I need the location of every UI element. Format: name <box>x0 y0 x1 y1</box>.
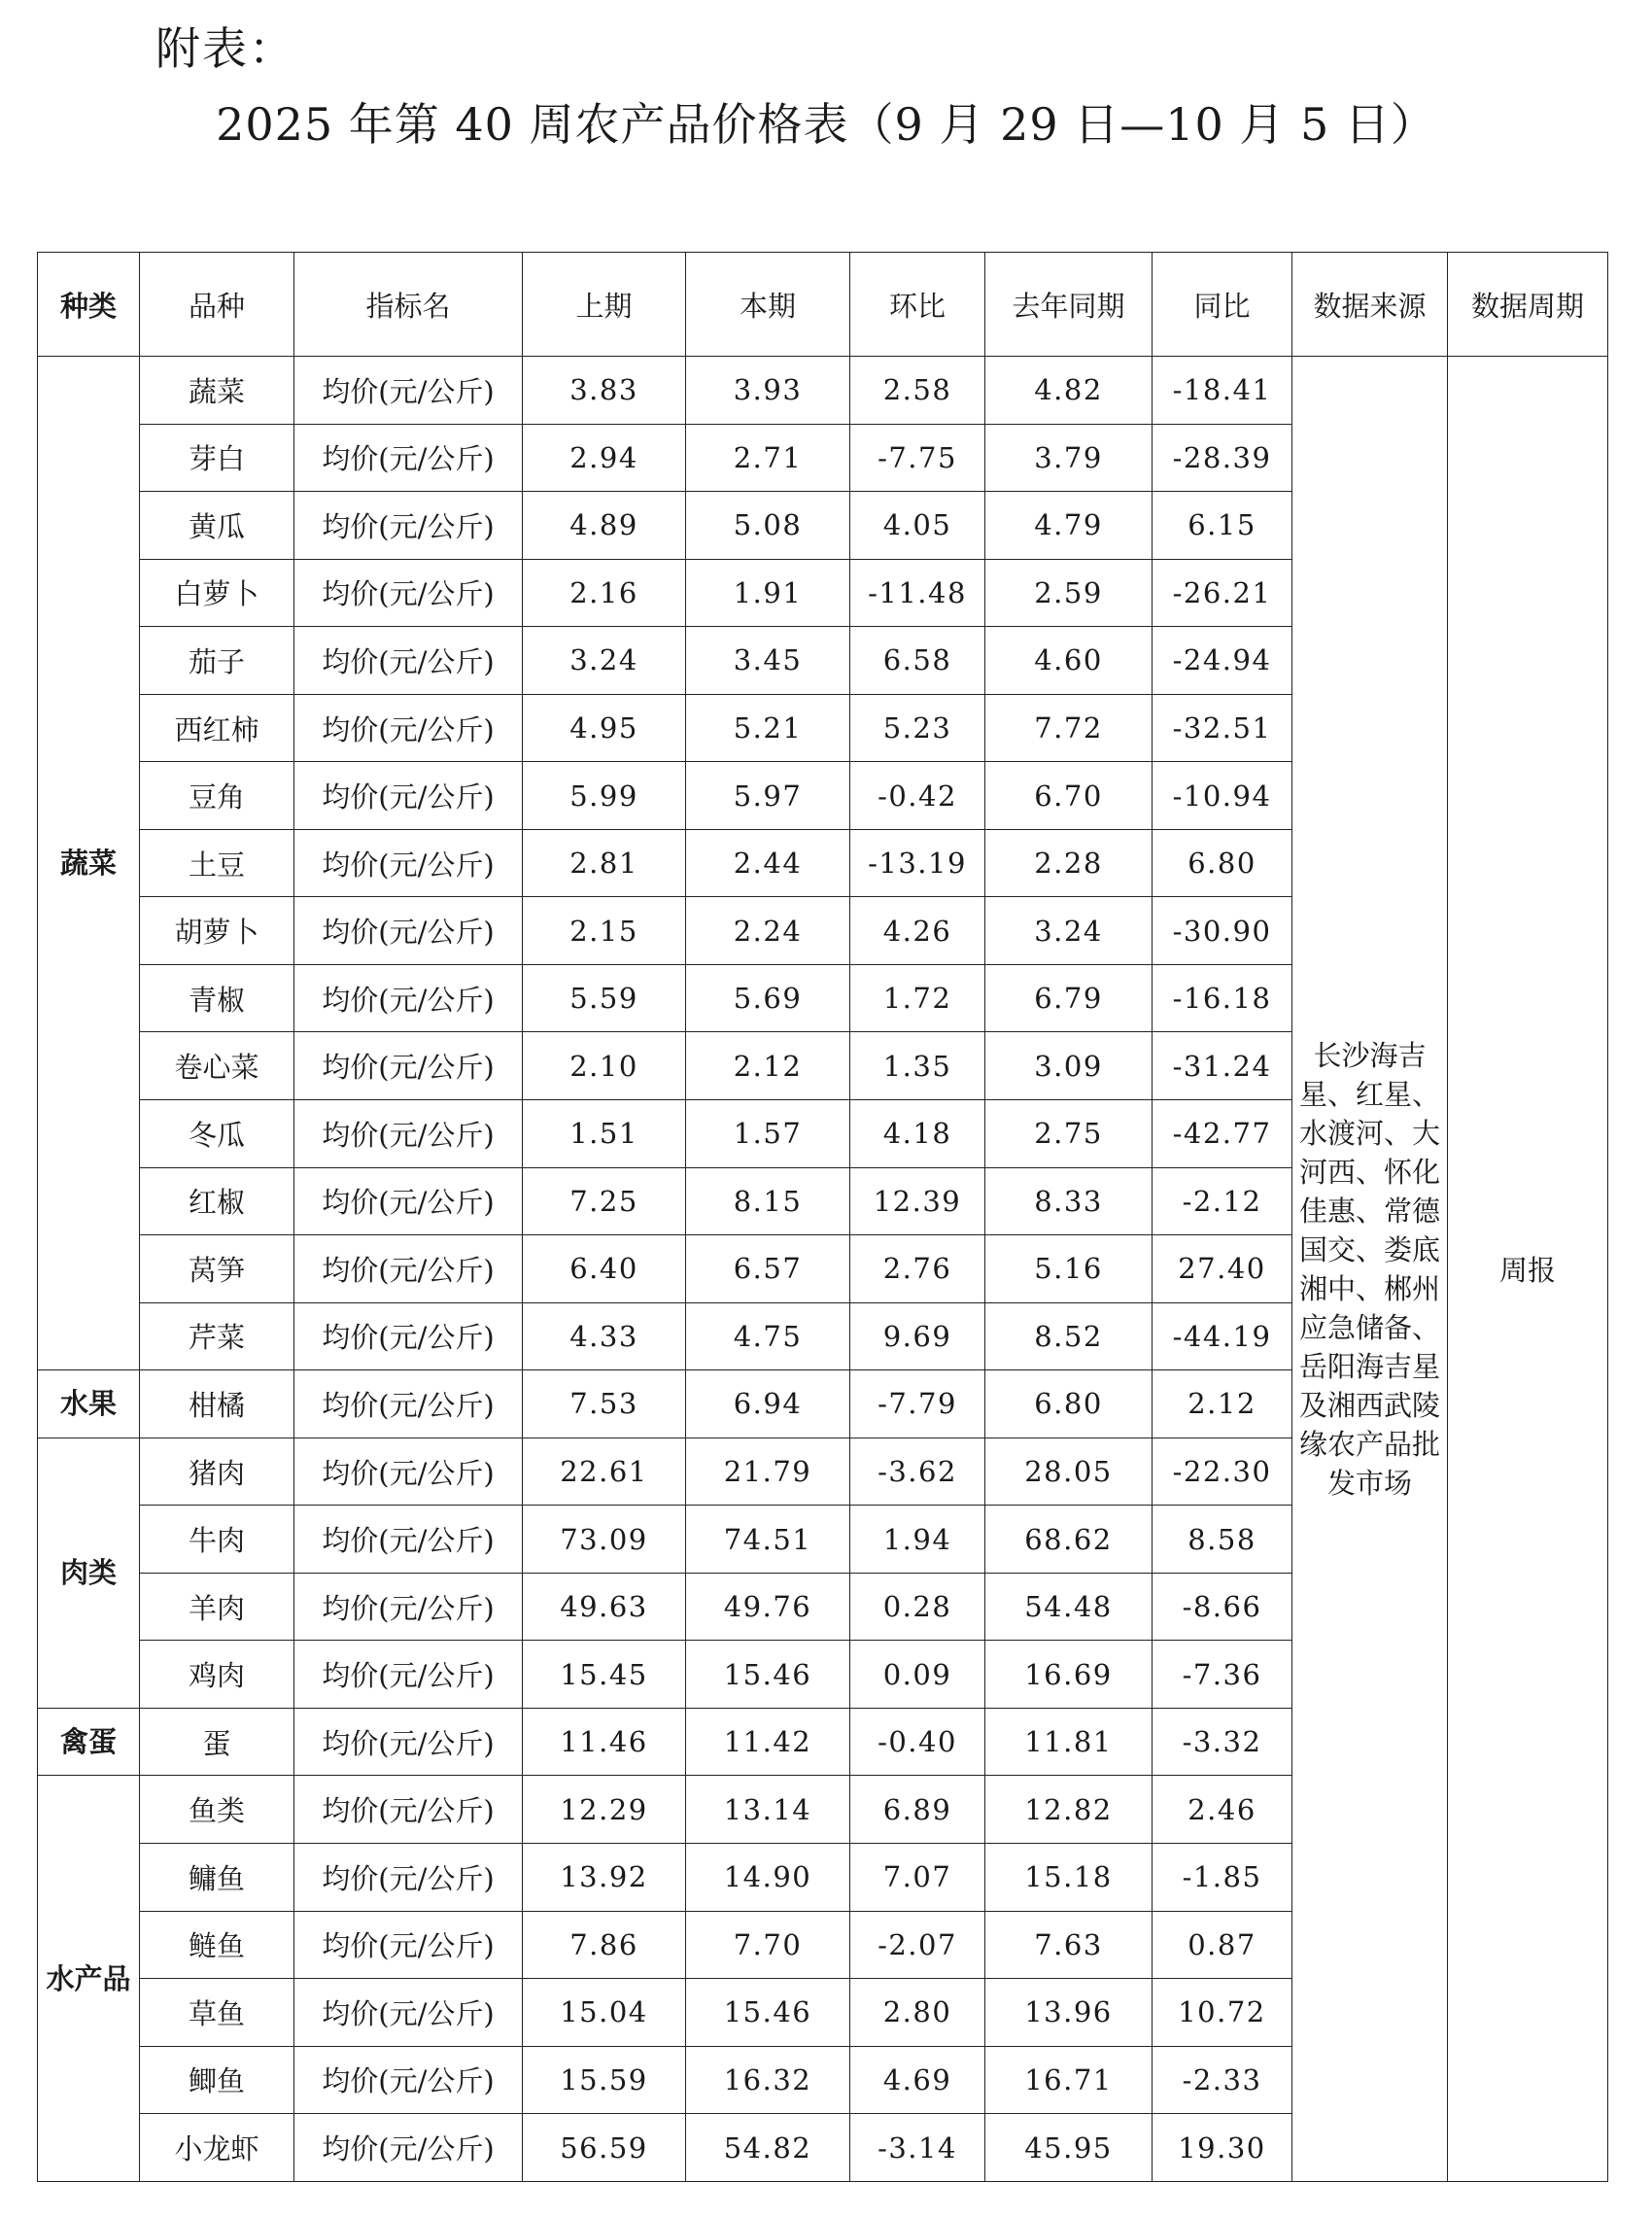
variety-cell: 西红柿 <box>140 694 294 762</box>
variety-cell: 草鱼 <box>140 1979 294 2047</box>
last-year-price-cell: 6.80 <box>985 1370 1153 1438</box>
month-on-month-cell: 0.28 <box>850 1573 985 1641</box>
indicator-cell: 均价(元/公斤) <box>294 1370 523 1438</box>
month-on-month-cell: -7.79 <box>850 1370 985 1438</box>
page-title: 2025 年第 40 周农产品价格表（9 月 29 日—10 月 5 日） <box>216 98 1436 151</box>
previous-price-cell: 1.51 <box>523 1100 686 1168</box>
variety-cell: 莴笋 <box>140 1235 294 1303</box>
current-price-cell: 14.90 <box>686 1844 850 1912</box>
year-on-year-cell: -30.90 <box>1153 897 1292 965</box>
year-on-year-cell: 8.58 <box>1153 1506 1292 1574</box>
month-on-month-cell: 4.26 <box>850 897 985 965</box>
year-on-year-cell: 6.80 <box>1153 829 1292 897</box>
last-year-price-cell: 28.05 <box>985 1438 1153 1506</box>
indicator-cell: 均价(元/公斤) <box>294 1641 523 1709</box>
indicator-cell: 均价(元/公斤) <box>294 1573 523 1641</box>
variety-cell: 青椒 <box>140 964 294 1032</box>
previous-price-cell: 2.10 <box>523 1032 686 1100</box>
previous-price-cell: 4.95 <box>523 694 686 762</box>
current-price-cell: 8.15 <box>686 1167 850 1235</box>
month-on-month-cell: 9.69 <box>850 1302 985 1370</box>
current-price-cell: 21.79 <box>686 1438 850 1506</box>
header-indicator: 指标名 <box>294 253 523 357</box>
variety-cell: 鱼类 <box>140 1776 294 1844</box>
category-cell: 水产品 <box>38 1776 140 2182</box>
indicator-cell: 均价(元/公斤) <box>294 1302 523 1370</box>
indicator-cell: 均价(元/公斤) <box>294 1100 523 1168</box>
variety-cell: 蛋 <box>140 1708 294 1776</box>
variety-cell: 蔬菜 <box>140 357 294 425</box>
year-on-year-cell: -1.85 <box>1153 1844 1292 1912</box>
year-on-year-cell: -26.21 <box>1153 559 1292 627</box>
year-on-year-cell: -22.30 <box>1153 1438 1292 1506</box>
month-on-month-cell: 5.23 <box>850 694 985 762</box>
last-year-price-cell: 16.69 <box>985 1641 1153 1709</box>
last-year-price-cell: 4.79 <box>985 492 1153 560</box>
last-year-price-cell: 2.59 <box>985 559 1153 627</box>
month-on-month-cell: 4.69 <box>850 2046 985 2114</box>
year-on-year-cell: 2.12 <box>1153 1370 1292 1438</box>
current-price-cell: 2.12 <box>686 1032 850 1100</box>
previous-price-cell: 15.45 <box>523 1641 686 1709</box>
indicator-cell: 均价(元/公斤) <box>294 829 523 897</box>
month-on-month-cell: 0.09 <box>850 1641 985 1709</box>
previous-price-cell: 6.40 <box>523 1235 686 1303</box>
table-row <box>38 357 1608 425</box>
last-year-price-cell: 4.60 <box>985 627 1153 695</box>
indicator-cell: 均价(元/公斤) <box>294 1235 523 1303</box>
price-table <box>37 252 1608 2182</box>
indicator-cell: 均价(元/公斤) <box>294 1979 523 2047</box>
previous-price-cell: 2.94 <box>523 424 686 492</box>
variety-cell: 豆角 <box>140 762 294 830</box>
month-on-month-cell: 7.07 <box>850 1844 985 1912</box>
category-cell: 禽蛋 <box>38 1708 140 1776</box>
variety-cell: 茄子 <box>140 627 294 695</box>
current-price-cell: 5.21 <box>686 694 850 762</box>
year-on-year-cell: -31.24 <box>1153 1032 1292 1100</box>
variety-cell: 羊肉 <box>140 1573 294 1641</box>
year-on-year-cell: -2.33 <box>1153 2046 1292 2114</box>
indicator-cell: 均价(元/公斤) <box>294 424 523 492</box>
last-year-price-cell: 7.72 <box>985 694 1153 762</box>
previous-price-cell: 3.24 <box>523 627 686 695</box>
current-price-cell: 15.46 <box>686 1641 850 1709</box>
last-year-price-cell: 11.81 <box>985 1708 1153 1776</box>
last-year-price-cell: 5.16 <box>985 1235 1153 1303</box>
year-on-year-cell: 19.30 <box>1153 2114 1292 2182</box>
month-on-month-cell: 1.94 <box>850 1506 985 1574</box>
year-on-year-cell: -3.32 <box>1153 1708 1292 1776</box>
variety-cell: 猪肉 <box>140 1438 294 1506</box>
header-month-on-month: 环比 <box>850 253 985 357</box>
indicator-cell: 均价(元/公斤) <box>294 762 523 830</box>
variety-cell: 冬瓜 <box>140 1100 294 1168</box>
previous-price-cell: 4.33 <box>523 1302 686 1370</box>
last-year-price-cell: 7.63 <box>985 1911 1153 1979</box>
indicator-cell: 均价(元/公斤) <box>294 1708 523 1776</box>
current-price-cell: 7.70 <box>686 1911 850 1979</box>
month-on-month-cell: 12.39 <box>850 1167 985 1235</box>
year-on-year-cell: 10.72 <box>1153 1979 1292 2047</box>
previous-price-cell: 22.61 <box>523 1438 686 1506</box>
header-data-source: 数据来源 <box>1292 253 1448 357</box>
previous-price-cell: 13.92 <box>523 1844 686 1912</box>
variety-cell: 红椒 <box>140 1167 294 1235</box>
year-on-year-cell: 0.87 <box>1153 1911 1292 1979</box>
current-price-cell: 13.14 <box>686 1776 850 1844</box>
year-on-year-cell: -10.94 <box>1153 762 1292 830</box>
previous-price-cell: 15.04 <box>523 1979 686 2047</box>
header-year-on-year: 同比 <box>1153 253 1292 357</box>
year-on-year-cell: -16.18 <box>1153 964 1292 1032</box>
current-price-cell: 5.08 <box>686 492 850 560</box>
month-on-month-cell: -0.42 <box>850 762 985 830</box>
variety-cell: 卷心菜 <box>140 1032 294 1100</box>
month-on-month-cell: -3.14 <box>850 2114 985 2182</box>
current-price-cell: 2.71 <box>686 424 850 492</box>
month-on-month-cell: -2.07 <box>850 1911 985 1979</box>
variety-cell: 芽白 <box>140 424 294 492</box>
previous-price-cell: 2.81 <box>523 829 686 897</box>
category-cell: 肉类 <box>38 1438 140 1708</box>
last-year-price-cell: 6.79 <box>985 964 1153 1032</box>
previous-price-cell: 49.63 <box>523 1573 686 1641</box>
previous-price-cell: 5.59 <box>523 964 686 1032</box>
current-price-cell: 6.57 <box>686 1235 850 1303</box>
last-year-price-cell: 13.96 <box>985 1979 1153 2047</box>
month-on-month-cell: 2.80 <box>850 1979 985 2047</box>
indicator-cell: 均价(元/公斤) <box>294 694 523 762</box>
variety-cell: 鲫鱼 <box>140 2046 294 2114</box>
header-previous-period: 上期 <box>523 253 686 357</box>
current-price-cell: 49.76 <box>686 1573 850 1641</box>
last-year-price-cell: 3.09 <box>985 1032 1153 1100</box>
last-year-price-cell: 3.79 <box>985 424 1153 492</box>
year-on-year-cell: -24.94 <box>1153 627 1292 695</box>
month-on-month-cell: 1.72 <box>850 964 985 1032</box>
month-on-month-cell: 4.05 <box>850 492 985 560</box>
indicator-cell: 均价(元/公斤) <box>294 2114 523 2182</box>
category-cell: 蔬菜 <box>38 357 140 1370</box>
year-on-year-cell: -8.66 <box>1153 1573 1292 1641</box>
previous-price-cell: 4.89 <box>523 492 686 560</box>
current-price-cell: 4.75 <box>686 1302 850 1370</box>
indicator-cell: 均价(元/公斤) <box>294 1911 523 1979</box>
last-year-price-cell: 68.62 <box>985 1506 1153 1574</box>
last-year-price-cell: 45.95 <box>985 2114 1153 2182</box>
variety-cell: 鳙鱼 <box>140 1844 294 1912</box>
last-year-price-cell: 12.82 <box>985 1776 1153 1844</box>
indicator-cell: 均价(元/公斤) <box>294 2046 523 2114</box>
indicator-cell: 均价(元/公斤) <box>294 492 523 560</box>
previous-price-cell: 56.59 <box>523 2114 686 2182</box>
indicator-cell: 均价(元/公斤) <box>294 1844 523 1912</box>
variety-cell: 白萝卜 <box>140 559 294 627</box>
variety-cell: 小龙虾 <box>140 2114 294 2182</box>
variety-cell: 胡萝卜 <box>140 897 294 965</box>
last-year-price-cell: 8.52 <box>985 1302 1153 1370</box>
current-price-cell: 2.44 <box>686 829 850 897</box>
year-on-year-cell: -32.51 <box>1153 694 1292 762</box>
year-on-year-cell: 6.15 <box>1153 492 1292 560</box>
indicator-cell: 均价(元/公斤) <box>294 1776 523 1844</box>
current-price-cell: 3.45 <box>686 627 850 695</box>
current-price-cell: 74.51 <box>686 1506 850 1574</box>
previous-price-cell: 5.99 <box>523 762 686 830</box>
appendix-label: 附表： <box>155 22 295 75</box>
current-price-cell: 15.46 <box>686 1979 850 2047</box>
last-year-price-cell: 2.75 <box>985 1100 1153 1168</box>
indicator-cell: 均价(元/公斤) <box>294 1167 523 1235</box>
year-on-year-cell: 2.46 <box>1153 1776 1292 1844</box>
previous-price-cell: 2.16 <box>523 559 686 627</box>
month-on-month-cell: -13.19 <box>850 829 985 897</box>
month-on-month-cell: -0.40 <box>850 1708 985 1776</box>
previous-price-cell: 15.59 <box>523 2046 686 2114</box>
indicator-cell: 均价(元/公斤) <box>294 1032 523 1100</box>
variety-cell: 土豆 <box>140 829 294 897</box>
indicator-cell: 均价(元/公斤) <box>294 559 523 627</box>
indicator-cell: 均价(元/公斤) <box>294 897 523 965</box>
current-price-cell: 16.32 <box>686 2046 850 2114</box>
last-year-price-cell: 3.24 <box>985 897 1153 965</box>
previous-price-cell: 2.15 <box>523 897 686 965</box>
year-on-year-cell: -44.19 <box>1153 1302 1292 1370</box>
last-year-price-cell: 8.33 <box>985 1167 1153 1235</box>
category-cell: 水果 <box>38 1370 140 1438</box>
month-on-month-cell: 6.89 <box>850 1776 985 1844</box>
data-source-cell: 长沙海吉星、红星、水渡河、大河西、怀化佳惠、常德国交、娄底湘中、郴州应急储备、岳阳海吉星及湘西武陵缘农产品批发市场 <box>1292 357 1448 2182</box>
last-year-price-cell: 16.71 <box>985 2046 1153 2114</box>
previous-price-cell: 11.46 <box>523 1708 686 1776</box>
last-year-price-cell: 6.70 <box>985 762 1153 830</box>
indicator-cell: 均价(元/公斤) <box>294 1506 523 1574</box>
year-on-year-cell: -2.12 <box>1153 1167 1292 1235</box>
month-on-month-cell: -11.48 <box>850 559 985 627</box>
month-on-month-cell: -7.75 <box>850 424 985 492</box>
current-price-cell: 2.24 <box>686 897 850 965</box>
current-price-cell: 5.69 <box>686 964 850 1032</box>
variety-cell: 牛肉 <box>140 1506 294 1574</box>
previous-price-cell: 7.25 <box>523 1167 686 1235</box>
previous-price-cell: 7.86 <box>523 1911 686 1979</box>
variety-cell: 芹菜 <box>140 1302 294 1370</box>
header-data-period: 数据周期 <box>1448 253 1608 357</box>
previous-price-cell: 12.29 <box>523 1776 686 1844</box>
last-year-price-cell: 2.28 <box>985 829 1153 897</box>
indicator-cell: 均价(元/公斤) <box>294 357 523 425</box>
header-category: 种类 <box>38 253 140 357</box>
indicator-cell: 均价(元/公斤) <box>294 1438 523 1506</box>
year-on-year-cell: -7.36 <box>1153 1641 1292 1709</box>
current-price-cell: 3.93 <box>686 357 850 425</box>
variety-cell: 柑橘 <box>140 1370 294 1438</box>
previous-price-cell: 73.09 <box>523 1506 686 1574</box>
previous-price-cell: 3.83 <box>523 357 686 425</box>
current-price-cell: 1.91 <box>686 559 850 627</box>
month-on-month-cell: 6.58 <box>850 627 985 695</box>
data-period-cell: 周报 <box>1448 357 1608 2182</box>
variety-cell: 鸡肉 <box>140 1641 294 1709</box>
current-price-cell: 54.82 <box>686 2114 850 2182</box>
previous-price-cell: 7.53 <box>523 1370 686 1438</box>
year-on-year-cell: -42.77 <box>1153 1100 1292 1168</box>
indicator-cell: 均价(元/公斤) <box>294 627 523 695</box>
last-year-price-cell: 4.82 <box>985 357 1153 425</box>
month-on-month-cell: 4.18 <box>850 1100 985 1168</box>
month-on-month-cell: 1.35 <box>850 1032 985 1100</box>
month-on-month-cell: 2.58 <box>850 357 985 425</box>
month-on-month-cell: 2.76 <box>850 1235 985 1303</box>
variety-cell: 黄瓜 <box>140 492 294 560</box>
header-last-year: 去年同期 <box>985 253 1153 357</box>
last-year-price-cell: 54.48 <box>985 1573 1153 1641</box>
header-current-period: 本期 <box>686 253 850 357</box>
year-on-year-cell: 27.40 <box>1153 1235 1292 1303</box>
current-price-cell: 11.42 <box>686 1708 850 1776</box>
indicator-cell: 均价(元/公斤) <box>294 964 523 1032</box>
year-on-year-cell: -28.39 <box>1153 424 1292 492</box>
header-variety: 品种 <box>140 253 294 357</box>
year-on-year-cell: -18.41 <box>1153 357 1292 425</box>
month-on-month-cell: -3.62 <box>850 1438 985 1506</box>
current-price-cell: 1.57 <box>686 1100 850 1168</box>
header-row <box>38 253 1608 357</box>
variety-cell: 鲢鱼 <box>140 1911 294 1979</box>
last-year-price-cell: 15.18 <box>985 1844 1153 1912</box>
current-price-cell: 5.97 <box>686 762 850 830</box>
current-price-cell: 6.94 <box>686 1370 850 1438</box>
